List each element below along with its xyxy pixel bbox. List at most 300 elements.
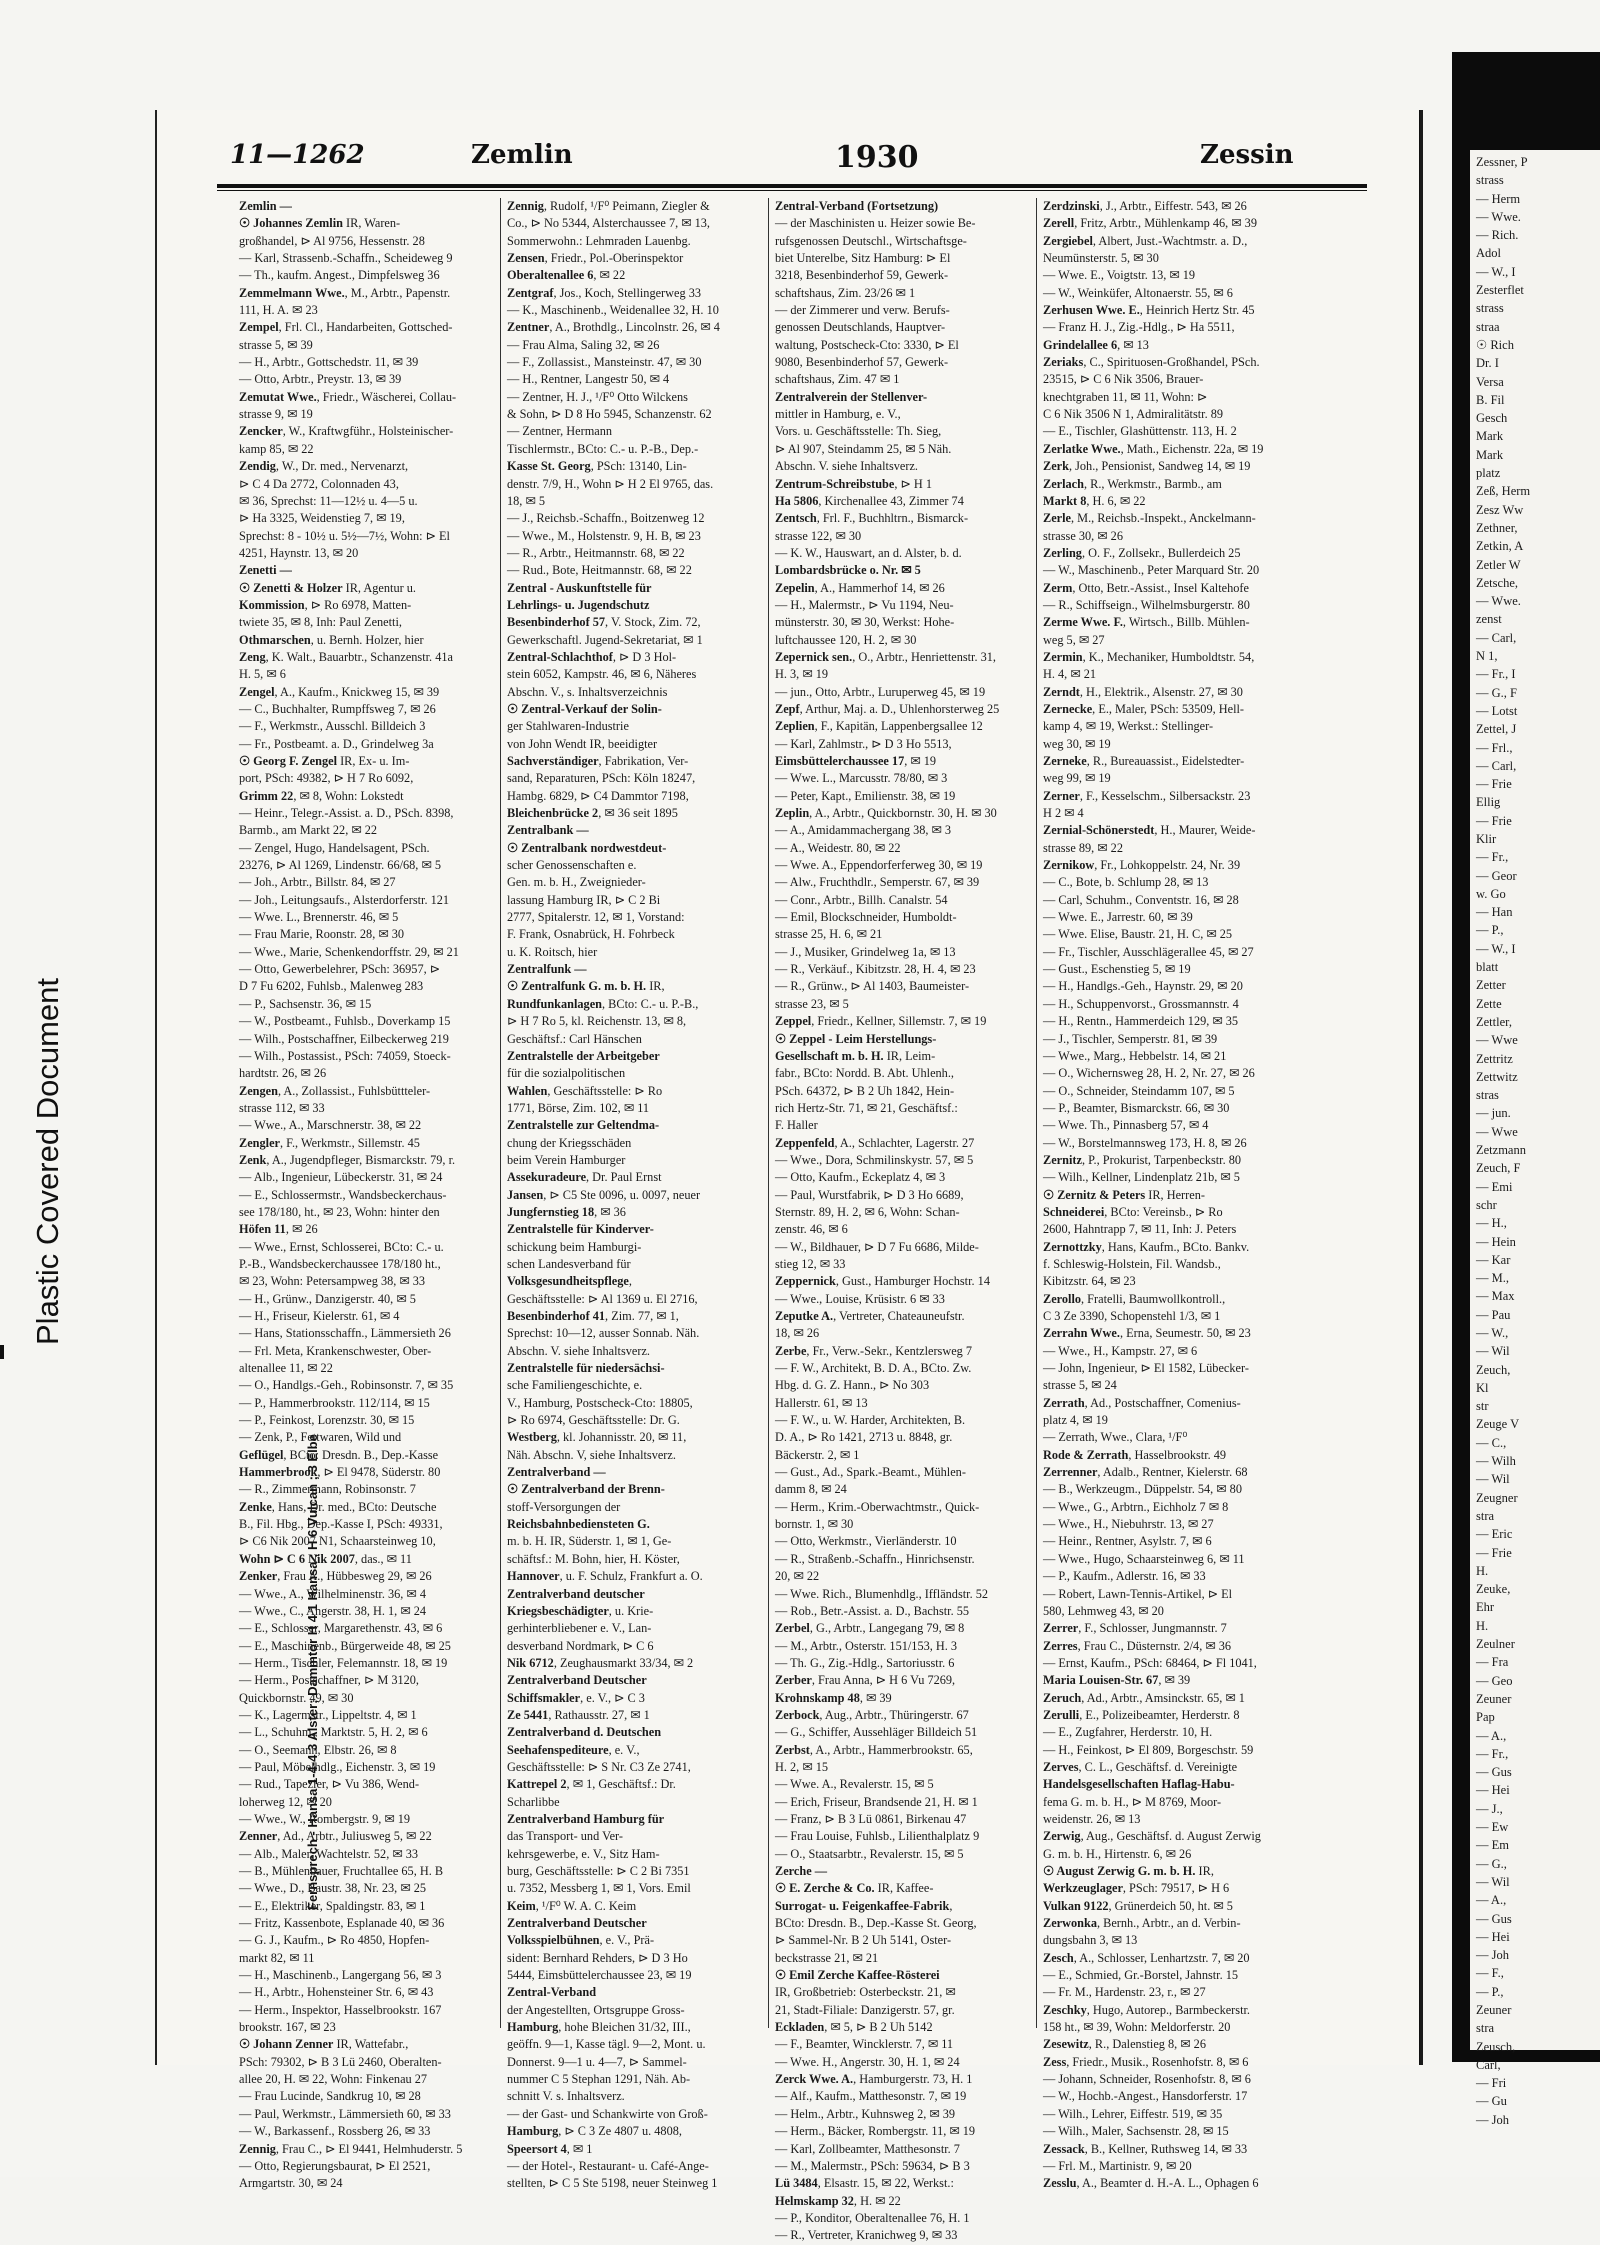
directory-entry-line: Helmskamp 32, H. ✉ 22 bbox=[775, 2193, 901, 2208]
directory-entry-line: Geschäftsstelle: ⊳ Al 1369 u. El 2716, bbox=[507, 1291, 698, 1306]
directory-entry-line: — K., Lagermstr., Lippeltstr. 4, ✉ 1 bbox=[239, 1707, 417, 1722]
directory-entry-line: — O., Handlgs.-Geh., Robinsonstr. 7, ✉ 35 bbox=[239, 1378, 454, 1393]
directory-entry-line: — Wwe., W., Rombergstr. 9, ✉ 19 bbox=[239, 1811, 411, 1826]
directory-entry-line: strasse 89, ✉ 22 bbox=[1043, 840, 1123, 855]
directory-entry-line: Abschn. V. siehe Inhaltsverz. bbox=[775, 459, 918, 474]
directory-entry-line: Geschäftsstelle: ⊳ S Nr. C3 Ze 2741, bbox=[507, 1759, 691, 1774]
directory-entry-line: Zentralbank — bbox=[507, 823, 589, 838]
directory-entry-line: — Paul, Wurstfabrik, ⊳ D 3 Ho 6689, bbox=[775, 1187, 964, 1202]
directory-entry-line: von John Wendt IR, beeidigter bbox=[507, 736, 658, 751]
page-header bbox=[230, 140, 1330, 180]
directory-entry-line: weg 5, ✉ 27 bbox=[1043, 632, 1105, 647]
directory-entry-line: Zerrer, F., Schlosser, Jungmannstr. 7 bbox=[1043, 1621, 1227, 1636]
adjacent-page-line: — Gus bbox=[1476, 1911, 1512, 1926]
adjacent-page-line: — Wilh bbox=[1476, 1454, 1516, 1469]
directory-entry-line: — P., Hammerbrookstr. 112/114, ✉ 15 bbox=[239, 1395, 430, 1410]
directory-entry-line: — Wwe., H., Kampstr. 27, ✉ 6 bbox=[1043, 1343, 1198, 1358]
directory-entry-line: stellten, ⊳ C 5 Ste 5198, neuer Steinweg 1 bbox=[507, 2176, 718, 2191]
directory-entry-line: Zempel, Frl. Cl., Handarbeiten, Gottsched- bbox=[239, 320, 453, 335]
directory-entry-line: — H., Grünw., Danzigerstr. 40, ✉ 5 bbox=[239, 1291, 416, 1306]
directory-entry-line: — Wwe., A., Wilhelminenstr. 36, ✉ 4 bbox=[239, 1586, 426, 1601]
directory-entry-line: — P., Beamter, Bismarckstr. 66, ✉ 30 bbox=[1043, 1100, 1230, 1115]
directory-entry-line: strasse 30, ✉ 26 bbox=[1043, 528, 1123, 543]
directory-entry-line: ⊳ Al 907, Steindamm 25, ✉ 5 Näh. bbox=[775, 441, 952, 456]
directory-entry-line: Ze 5441, Rathausstr. 27, ✉ 1 bbox=[507, 1707, 650, 1722]
directory-entry-line: zenstr. 46, ✉ 6 bbox=[775, 1222, 848, 1237]
directory-entry-line: Co., ⊳ No 5344, Alsterchaussee 7, ✉ 13, bbox=[507, 216, 710, 231]
directory-entry-line: C 3 Ze 3390, Schopenstehl 1/3, ✉ 1 bbox=[1043, 1309, 1221, 1323]
adjacent-page-line: — Hein bbox=[1476, 1234, 1516, 1249]
header-first-entry: Zemlin bbox=[471, 140, 573, 170]
directory-entry-line: Keim, ¹/F⁰ W. A. C. Keim bbox=[507, 1898, 637, 1913]
directory-entry-line: P.-B., Wandsbeckerchaussee 178/180 ht., bbox=[239, 1256, 441, 1271]
directory-entry-line: Zennig, Rudolf, ¹/F⁰ Peimann, Ziegler & bbox=[507, 199, 710, 213]
directory-entry-line: Zerulli, E., Polizeibeamter, Herderstr. 8 bbox=[1043, 1707, 1240, 1722]
directory-entry-line: strasse 9, ✉ 19 bbox=[239, 407, 313, 422]
directory-entry-line: Zentralverband d. Deutschen bbox=[507, 1725, 662, 1740]
directory-entry-line: Zentsch, Frl. F., Buchhltrn., Bismarck- bbox=[775, 511, 969, 526]
directory-entry-line: damm 8, ✉ 24 bbox=[775, 1482, 847, 1497]
directory-entry-line: — F., Werkmstr., Ausschl. Billdeich 3 bbox=[239, 719, 426, 734]
directory-entry-line: — R., Vertreter, Kranichweg 9, ✉ 33 bbox=[775, 2228, 958, 2243]
adjacent-page-line: Zethner, bbox=[1476, 520, 1518, 535]
adjacent-page-line: — Wil bbox=[1476, 1874, 1510, 1889]
directory-entry-line: — R., Grünw., ⊳ Al 1403, Baumeister- bbox=[775, 979, 970, 994]
directory-entry-line: Grimm 22, ✉ 8, Wohn: Lokstedt bbox=[239, 788, 404, 803]
directory-entry-line: — E., Schlosser, Margarethenstr. 43, ✉ 6 bbox=[239, 1621, 443, 1636]
directory-entry-line: — Wwe. Rich., Blumenhdlg., Iffländstr. 52 bbox=[775, 1586, 989, 1601]
adjacent-page-line: Zeuge V bbox=[1476, 1417, 1520, 1432]
directory-entry-line: — Fr., Postbeamt. a. D., Grindelweg 3a bbox=[239, 736, 434, 751]
directory-entry-line: — Karl, Zahlmstr., ⊳ D 3 Ho 5513, bbox=[775, 736, 952, 751]
directory-entry-line: Kasse St. Georg, PSch: 13140, Lin- bbox=[507, 459, 687, 474]
directory-entry-line: — Wwe., Marie, Schenkendorffstr. 29, ✉ 21 bbox=[239, 944, 459, 959]
directory-entry-line: Zerme Wwe. F., Wirtsch., Billb. Mühlen- bbox=[1043, 615, 1250, 630]
adjacent-page-line: Gesch bbox=[1476, 411, 1508, 426]
directory-entry-line: — Zengel, Hugo, Handelsagent, PSch. bbox=[239, 840, 430, 855]
directory-entry-line: Lü 3484, Elsastr. 15, ✉ 22, Werkst.: bbox=[775, 2176, 954, 2191]
directory-entry-line: — Herm., Inspektor, Hasselbrookstr. 167 bbox=[239, 2002, 442, 2017]
directory-entry-line: — Robert, Lawn-Tennis-Artikel, ⊳ El bbox=[1043, 1586, 1233, 1601]
directory-entry-line: — Joh., Leitungsaufs., Alsterdorferstr. 121 bbox=[239, 892, 450, 907]
directory-entry-line: — der Zimmerer und verw. Berufs- bbox=[775, 303, 950, 318]
directory-entry-line: — H., Arbtr., Gottschedstr. 11, ✉ 39 bbox=[239, 355, 419, 370]
adjacent-page-line: H. bbox=[1476, 1563, 1489, 1578]
side-advertisement-text: Fernsprech - Hansa 1-4-4 3 Alster; Dammtor H 4 1 Hansa ; H 6 Vulcan ; 3 Elbe bbox=[305, 1434, 320, 1910]
directory-entry-line: — Wwe. Elise, Baustr. 21, H. C, ✉ 25 bbox=[1043, 927, 1233, 942]
directory-entry-line: — Wwe., A., Marschnerstr. 38, ✉ 22 bbox=[239, 1118, 422, 1133]
directory-entry-line: Zerm, Otto, Betr.-Assist., Insel Kaltehofe bbox=[1043, 580, 1249, 595]
column-divider bbox=[500, 198, 501, 2028]
directory-entry-line: Armgartstr. 30, ✉ 24 bbox=[239, 2176, 343, 2191]
directory-entry-line: Lombardsbrücke o. Nr. ✉ 5 bbox=[775, 563, 921, 578]
directory-entry-line: Geflügel, BCto: Dresdn. B., Dep.-Kasse bbox=[239, 1447, 439, 1462]
directory-entry-line: Vulkan 9122, Grünerdeich 50, ht. ✉ 5 bbox=[1043, 1898, 1233, 1913]
directory-entry-line: Neumünsterstr. 5, ✉ 30 bbox=[1043, 251, 1159, 266]
directory-entry-line: — P., Feinkost, Lorenzstr. 30, ✉ 15 bbox=[239, 1413, 415, 1428]
directory-entry-line: Zenke, Hans, Dr. med., BCto: Deutsche bbox=[239, 1499, 437, 1514]
directory-entry-line: 18, ✉ 5 bbox=[507, 493, 545, 508]
directory-entry-line: Wohn ⊳ C 6 Nik 2007, das., ✉ 11 bbox=[239, 1551, 412, 1566]
directory-entry-line: — B., Mühlenbauer, Fruchtallee 65, H. B bbox=[239, 1864, 444, 1878]
directory-entry-line: Zernitz, P., Prokurist, Tarpenbeckstr. 80 bbox=[1043, 1152, 1242, 1167]
directory-entry-line: Tischlermstr., BCto: C.- u. P.-B., Dep.- bbox=[507, 441, 699, 456]
directory-entry-line: Markt 8, H. 6, ✉ 22 bbox=[1043, 493, 1146, 508]
directory-entry-line: Zentralverband deutscher bbox=[507, 1586, 645, 1601]
directory-entry-line: Besenbinderhof 41, Zim. 77, ✉ 1, bbox=[507, 1309, 679, 1323]
directory-entry-line: u. K. Roitsch, hier bbox=[507, 944, 598, 959]
directory-entry-line: gerhinterbliebener e. V., Lan- bbox=[507, 1621, 652, 1636]
adjacent-page-line: — Hei bbox=[1476, 1929, 1510, 1944]
directory-entry-line: — Alb., Ingenieur, Lübeckerstr. 31, ✉ 24 bbox=[239, 1170, 443, 1185]
directory-entry-line: — Paul, Werkmstr., Lämmersieth 60, ✉ 33 bbox=[239, 2106, 451, 2121]
directory-entry-line: Eckladen, ✉ 5, ⊳ B 2 Uh 5142 bbox=[775, 2020, 933, 2035]
directory-entry-line: Zentralverein der Stellenver- bbox=[775, 389, 928, 404]
directory-entry-line: ger Stahlwaren-Industrie bbox=[507, 719, 629, 734]
directory-entry-line: C 6 Nik 3506 N 1, Admiralitätstr. 89 bbox=[1043, 407, 1224, 422]
adjacent-page-line: — Fr., bbox=[1476, 1746, 1509, 1761]
directory-entry-line: — Zerrath, Wwe., Clara, ¹/F⁰ bbox=[1043, 1430, 1188, 1445]
directory-entry-line: ☉ Zentralverband der Brenn- bbox=[507, 1482, 665, 1497]
adjacent-page-line: — Fr., I bbox=[1476, 667, 1516, 682]
adjacent-page-text bbox=[1470, 150, 1600, 2129]
adjacent-page-line: platz bbox=[1476, 466, 1501, 481]
directory-entry-line: Zerneke, R., Bureauassist., Eidelstedter- bbox=[1043, 754, 1245, 768]
directory-entry-line: — Wilh., Lehrer, Eiffestr. 519, ✉ 35 bbox=[1043, 2106, 1223, 2121]
directory-entry-line: — Hans, Stationsschaffn., Lämmersieth 26 bbox=[239, 1326, 451, 1341]
directory-entry-line: Zentralfunk — bbox=[507, 962, 587, 977]
directory-entry-line: — Rud., Bote, Heitmannstr. 68, ✉ 22 bbox=[507, 563, 692, 578]
page-number: 11—1262 bbox=[230, 140, 365, 170]
directory-entry-line: beim Verein Hamburger bbox=[507, 1152, 626, 1167]
adjacent-page-line: — Wil bbox=[1476, 1472, 1510, 1487]
directory-entry-line: Zeng, K. Walt., Bauarbtr., Schanzenstr. 41a bbox=[239, 649, 453, 664]
directory-entry-line: — Wwe. L., Brennerstr. 46, ✉ 5 bbox=[239, 910, 399, 925]
adjacent-page-line: Zetzmann bbox=[1476, 1143, 1526, 1158]
adjacent-page-line: blatt bbox=[1476, 960, 1499, 975]
adjacent-page-line: strass bbox=[1476, 301, 1504, 316]
directory-entry-line: Surrogat- u. Feigenkaffee-Fabrik, bbox=[775, 1898, 953, 1913]
directory-entry-line: twiete 35, ✉ 8, Inh: Paul Zenetti, bbox=[239, 615, 402, 630]
directory-entry-line: Rundfunkanlagen, BCto: C.- u. P.-B., bbox=[507, 996, 699, 1011]
adjacent-page-line: Kl bbox=[1476, 1380, 1489, 1395]
directory-entry-line: Schiffsmakler, e. V., ⊳ C 3 bbox=[507, 1690, 645, 1705]
directory-entry-line: Hamburg, hohe Bleichen 31/32, III., bbox=[507, 2020, 691, 2035]
directory-entry-line: & Sohn, ⊳ D 8 Ho 5945, Schanzenstr. 62 bbox=[507, 407, 712, 422]
directory-entry-line: — L., Schuhm., Marktstr. 5, H. 2, ✉ 6 bbox=[239, 1725, 428, 1740]
directory-entry-line: — jun., Otto, Arbtr., Luruperweg 45, ✉ 19 bbox=[775, 684, 986, 699]
directory-entry-line: 4251, Haynstr. 13, ✉ 20 bbox=[239, 545, 359, 560]
adjacent-page-line: — Pau bbox=[1476, 1307, 1511, 1322]
directory-column-3 bbox=[775, 198, 1030, 2243]
directory-entry-line: geöffn. 9—1, Kasse tägl. 9—2, Mont. u. bbox=[507, 2037, 706, 2052]
directory-entry-line: — Wilh., Kellner, Lindenplatz 21b, ✉ 5 bbox=[1043, 1170, 1240, 1185]
directory-entry-line: H 2 ✉ 4 bbox=[1043, 806, 1084, 821]
directory-entry-line: Oberaltenallee 6, ✉ 22 bbox=[507, 268, 626, 283]
directory-entry-line: Zerbe, Fr., Verw.-Sekr., Kentzlersweg 7 bbox=[775, 1343, 973, 1358]
directory-entry-line: Zenker, Frau A., Hübbesweg 29, ✉ 26 bbox=[239, 1569, 432, 1584]
directory-entry-line: Hallerstr. 61, ✉ 13 bbox=[775, 1395, 868, 1410]
directory-entry-line: rufsgenossen Deutschl., Wirtschaftsge- bbox=[775, 233, 967, 248]
directory-entry-line: Zerves, C. L., Geschäftsf. d. Vereinigte bbox=[1043, 1759, 1238, 1774]
header-last-entry: Zessin bbox=[1200, 140, 1294, 170]
adjacent-page-line: Zetsche, bbox=[1476, 575, 1518, 590]
directory-entry-line: beckstrasse 21, ✉ 21 bbox=[775, 1950, 879, 1965]
adjacent-page-line: — Gu bbox=[1476, 2094, 1507, 2109]
directory-entry-line: — F. W., u. W. Harder, Architekten, B. bbox=[775, 1413, 966, 1428]
directory-entry-line: schaftshaus, Zim. 47 ✉ 1 bbox=[775, 372, 900, 387]
directory-entry-line: Zennig, Frau C., ⊳ El 9441, Helmhuderstr. 5 bbox=[239, 2141, 463, 2156]
directory-entry-line: Zerell, Fritz, Arbtr., Mühlenkamp 46, ✉ 39 bbox=[1043, 216, 1257, 231]
directory-entry-line: — Zentner, Hermann bbox=[507, 424, 613, 439]
adjacent-page-line: — Geo bbox=[1476, 1673, 1513, 1688]
directory-entry-line: — C., Buchhalter, Rumpffsweg 7, ✉ 26 bbox=[239, 701, 436, 716]
directory-entry-line: — F., Beamter, Wincklerstr. 7, ✉ 11 bbox=[775, 2037, 954, 2052]
directory-entry-line: chung der Kriegsschäden bbox=[507, 1135, 632, 1150]
directory-entry-line: H. 3, ✉ 19 bbox=[775, 667, 829, 682]
adjacent-page-line: — Fri bbox=[1476, 2076, 1507, 2091]
adjacent-page-line: stra bbox=[1476, 1508, 1495, 1523]
directory-entry-line: Zerbel, G., Arbtr., Langegang 79, ✉ 8 bbox=[775, 1621, 965, 1636]
directory-entry-line: — Wwe., Hugo, Schaarsteinweg 6, ✉ 11 bbox=[1043, 1551, 1245, 1566]
directory-entry-line: Assekuradeure, Dr. Paul Ernst bbox=[507, 1170, 662, 1185]
adjacent-page-line: — Han bbox=[1476, 905, 1513, 920]
directory-entry-line: — Frl. M., Martinistr. 9, ✉ 20 bbox=[1043, 2158, 1192, 2173]
adjacent-page-line: Zetkin, A bbox=[1476, 539, 1524, 554]
directory-entry-line: — Zenk, P., Fettwaren, Wild und bbox=[239, 1430, 402, 1445]
adjacent-page-line: H. bbox=[1476, 1618, 1489, 1633]
directory-entry-line: Zerner, F., Kesselschm., Silbersackstr. 23 bbox=[1043, 788, 1251, 803]
directory-entry-line: Kommission, ⊳ Ro 6978, Matten- bbox=[239, 597, 412, 612]
adjacent-page-line: Zeß, Herm bbox=[1476, 484, 1531, 499]
directory-entry-line: Volksspielbühnen, e. V., Prä- bbox=[507, 1933, 655, 1948]
directory-entry-line: Jungfernstieg 18, ✉ 36 bbox=[507, 1204, 626, 1219]
directory-entry-line: f. Schleswig-Holstein, Fil. Wandsb., bbox=[1043, 1256, 1221, 1271]
directory-entry-line: Zerwonka, Bernh., Arbtr., an d. Verbin- bbox=[1043, 1916, 1241, 1931]
adjacent-page-line: Zeulner bbox=[1476, 1637, 1515, 1652]
directory-entry-line: der Angestellten, Ortsgruppe Gross- bbox=[507, 2002, 685, 2017]
directory-entry-line: stein 6052, Kampstr. 46, ✉ 6, Näheres bbox=[507, 667, 697, 682]
directory-entry-line: — J., Reichsb.-Schaffn., Boitzenweg 12 bbox=[507, 511, 705, 526]
directory-entry-line: Hambg. 6829, ⊳ C4 Dammtor 7198, bbox=[507, 788, 689, 803]
directory-entry-line: — Zentner, H. J., ¹/F⁰ Otto Wilckens bbox=[507, 389, 688, 404]
directory-entry-line: strasse 23, ✉ 5 bbox=[775, 996, 849, 1011]
directory-entry-line: knechtgraben 11, ✉ 11, Wohn: ⊳ bbox=[1043, 389, 1208, 404]
directory-entry-line: — H., Maschinenb., Langergang 56, ✉ 3 bbox=[239, 1968, 442, 1983]
directory-entry-line: weg 99, ✉ 19 bbox=[1043, 771, 1111, 786]
directory-column-1 bbox=[239, 198, 494, 2191]
adjacent-page-line: Ellig bbox=[1476, 795, 1501, 810]
directory-entry-line: weidenstr. 26, ✉ 13 bbox=[1043, 1811, 1141, 1826]
adjacent-page-line: — jun. bbox=[1476, 1106, 1511, 1121]
directory-entry-line: Sprechst: 10—12, ausser Sonnab. Näh. bbox=[507, 1326, 700, 1341]
directory-entry-line: — K. W., Hauswart, an d. Alster, b. d. bbox=[775, 545, 962, 560]
directory-entry-line: Zessack, B., Kellner, Ruthsweg 14, ✉ 33 bbox=[1043, 2141, 1248, 2156]
directory-entry-line: — F., Zollassist., Mansteinstr. 47, ✉ 30 bbox=[507, 355, 702, 370]
directory-entry-line: — Gust., Ad., Spark.-Beamt., Mühlen- bbox=[775, 1465, 966, 1480]
adjacent-page-line: — Wwe bbox=[1476, 1124, 1518, 1139]
directory-entry-line: Zesslu, A., Beamter d. H.-A. L., Ophagen 6 bbox=[1043, 2176, 1259, 2191]
directory-entry-line: markt 82, ✉ 11 bbox=[239, 1950, 315, 1965]
directory-entry-line: kamp 85, ✉ 22 bbox=[239, 441, 314, 456]
adjacent-page-line: Adol bbox=[1476, 246, 1501, 261]
adjacent-page-line: — Rich. bbox=[1476, 228, 1519, 243]
directory-entry-line: Zentgraf, Jos., Koch, Stellingerweg 33 bbox=[507, 285, 701, 300]
adjacent-page-line: — Carl, bbox=[1476, 630, 1517, 645]
adjacent-page-line: Zette bbox=[1476, 996, 1502, 1011]
adjacent-page-line: — A., bbox=[1476, 1893, 1507, 1908]
adjacent-page-line: — G., bbox=[1476, 1856, 1507, 1871]
adjacent-page-line: — Ew bbox=[1476, 1820, 1509, 1835]
directory-entry-line: — Rud., Tapezier, ⊳ Vu 386, Wend- bbox=[239, 1777, 420, 1792]
directory-entry-line: Zepf, Arthur, Maj. a. D., Uhlenhorsterweg 25 bbox=[775, 701, 1000, 716]
directory-entry-line: — Johann, Schneider, Rosenhofstr. 8, ✉ 6 bbox=[1043, 2072, 1251, 2087]
directory-entry-line: — E., Tischler, Glashüttenstr. 113, H. 2 bbox=[1043, 424, 1237, 439]
adjacent-page-line: — Emi bbox=[1476, 1179, 1513, 1194]
directory-entry-line: D. A., ⊳ Ro 1421, 2713 u. 8848, gr. bbox=[775, 1430, 953, 1445]
adjacent-page-line: Pap bbox=[1476, 1710, 1495, 1725]
directory-entry-line: — H., Arbtr., Hohensteiner Str. 6, ✉ 43 bbox=[239, 1985, 434, 2000]
directory-entry-line: — F. W., Architekt, B. D. A., BCto. Zw. bbox=[775, 1361, 972, 1376]
adjacent-page-line: N 1, bbox=[1476, 649, 1498, 664]
directory-entry-line: — Fr. M., Hardenstr. 23, r., ✉ 27 bbox=[1043, 1985, 1206, 2000]
directory-entry-line: Zentralverband Deutscher bbox=[507, 1916, 647, 1931]
cover-note-text: Plastic Covered Document bbox=[30, 978, 65, 1345]
directory-entry-line: Werkzeuglager, PSch: 79517, ⊳ H 6 bbox=[1043, 1881, 1230, 1896]
adjacent-page-line: — Frie bbox=[1476, 777, 1512, 792]
directory-entry-line: Zentral - Auskunftstelle für bbox=[507, 580, 652, 595]
directory-entry-line: — O., Staatsarbtr., Revalerstr. 15, ✉ 5 bbox=[775, 1846, 964, 1861]
directory-entry-line: ⊳ C6 Nik 2007 N1, Schaarsteinweg 10, bbox=[239, 1534, 436, 1549]
directory-entry-line: Zerwig, Aug., Geschäftsf. d. August Zerwig bbox=[1043, 1829, 1261, 1844]
directory-entry-line: Scharlibbe bbox=[507, 1794, 560, 1809]
directory-entry-line: Zerck Wwe. A., Hamburgerstr. 73, H. 1 bbox=[775, 2072, 973, 2087]
adjacent-page-line: ☉ Rich bbox=[1476, 337, 1514, 352]
directory-entry-line: brookstr. 167, ✉ 23 bbox=[239, 2020, 336, 2035]
directory-entry-line: 580, Lehmweg 43, ✉ 20 bbox=[1043, 1603, 1164, 1618]
adjacent-page-line: — W., I bbox=[1476, 264, 1516, 279]
directory-entry-line: ✉ 36, Sprechst: 11—12½ u. 4—5 u. bbox=[239, 493, 418, 508]
directory-entry-line: Zesch, A., Schlosser, Lenhartzstr. 7, ✉ 20 bbox=[1043, 1950, 1250, 1965]
directory-entry-line: — Franz H. J., Zig.-Hdlg., ⊳ Ha 5511, bbox=[1043, 320, 1235, 335]
directory-entry-line: — Th., kaufm. Angest., Dimpfelsweg 36 bbox=[239, 268, 440, 283]
directory-entry-line: — R., Straßenb.-Schaffn., Hinrichsenstr. bbox=[775, 1551, 975, 1566]
directory-entry-line: — Heinr., Rentner, Asylstr. 7, ✉ 6 bbox=[1043, 1534, 1212, 1549]
directory-entry-line: — W., Maschinenb., Peter Marquard Str. 20 bbox=[1043, 563, 1260, 578]
directory-entry-line: Nik 6712, Zeughausmarkt 33/34, ✉ 2 bbox=[507, 1655, 694, 1670]
adjacent-page-line: stra bbox=[1476, 2021, 1495, 2036]
directory-entry-line: F. Haller bbox=[775, 1118, 818, 1133]
directory-entry-line: kehrsgewerbe, e. V., Sitz Ham- bbox=[507, 1846, 660, 1861]
directory-entry-line: — Wwe., Dora, Schmilinskystr. 57, ✉ 5 bbox=[775, 1152, 974, 1167]
directory-entry-line: ☉ Emil Zerche Kaffee-Rösterei bbox=[775, 1968, 940, 1983]
directory-entry-line: strasse 5, ✉ 39 bbox=[239, 337, 313, 352]
directory-entry-line: — Wilh., Maler, Sachsenstr. 28, ✉ 15 bbox=[1043, 2124, 1229, 2139]
directory-entry-line: ☉ Zeppel - Leim Herstellungs- bbox=[775, 1031, 937, 1046]
directory-entry-line: — Otto, Kaufm., Eckeplatz 4, ✉ 3 bbox=[775, 1170, 946, 1185]
directory-entry-line: 158 ht., ✉ 39, Wohn: Meldorferstr. 20 bbox=[1043, 2020, 1231, 2035]
directory-entry-line: — R., Verkäuf., Kibitzstr. 28, H. 4, ✉ 23 bbox=[775, 962, 976, 977]
directory-entry-line: Zerling, O. F., Zollsekr., Bullerdeich 25 bbox=[1043, 545, 1241, 560]
directory-entry-line: ☉ August Zerwig G. m. b. H. IR, bbox=[1043, 1864, 1214, 1878]
adjacent-page-line: — W., bbox=[1476, 1326, 1509, 1340]
directory-entry-line: münsterstr. 30, ✉ 30, Werkst: Hohe- bbox=[775, 615, 955, 630]
directory-entry-line: für die sozialpolitischen bbox=[507, 1066, 626, 1081]
directory-entry-line: ✉ 23, Wohn: Petersampweg 38, ✉ 33 bbox=[239, 1274, 426, 1289]
adjacent-page-line: — Wil bbox=[1476, 1344, 1510, 1359]
header-rule bbox=[217, 184, 1367, 188]
directory-entry-line: V., Hamburg, Postscheck-Cto: 18805, bbox=[507, 1395, 693, 1410]
directory-entry-line: — E., Maschinenb., Bürgerweide 48, ✉ 25 bbox=[239, 1638, 451, 1653]
adjacent-page-line: Zessner, P bbox=[1476, 155, 1528, 169]
directory-entry-line: — W., Postbeamt., Fuhlsb., Doverkamp 15 bbox=[239, 1014, 451, 1029]
directory-entry-line: — Conr., Arbtr., Billh. Canalstr. 54 bbox=[775, 892, 948, 907]
directory-entry-line: Sommerwohn.: Lehmraden Lauenbg. bbox=[507, 233, 691, 248]
directory-entry-line: Zess, Friedr., Musik., Rosenhofstr. 8, ✉ 6 bbox=[1043, 2054, 1249, 2069]
directory-entry-line: Lehrlings- u. Jugendschutz bbox=[507, 597, 650, 612]
directory-entry-line: Barmb., am Markt 22, ✉ 22 bbox=[239, 823, 378, 838]
directory-entry-line: rich Hertz-Str. 71, ✉ 21, Geschäftsf.: bbox=[775, 1100, 958, 1115]
directory-entry-line: Zepernick sen., O., Arbtr., Henriettenstr. 31, bbox=[775, 649, 996, 664]
directory-entry-line: G. m. b. H., Hirtenstr. 6, ✉ 26 bbox=[1043, 1846, 1192, 1861]
directory-entry-line: — P., Sachsenstr. 36, ✉ 15 bbox=[239, 996, 372, 1011]
directory-entry-line: — Otto, Gewerbelehrer, PSch: 36957, ⊳ bbox=[239, 962, 441, 977]
directory-entry-line: Geschäftsf.: Carl Hänschen bbox=[507, 1031, 642, 1046]
directory-entry-line: Zentralverband Hamburg für bbox=[507, 1811, 665, 1826]
directory-entry-line: — Frau Louise, Fuhlsb., Lilienthalplatz 9 bbox=[775, 1829, 980, 1844]
adjacent-page-line: Zeuner bbox=[1476, 1691, 1512, 1706]
adjacent-page-line: Zetler W bbox=[1476, 557, 1521, 572]
directory-entry-line: F. Frank, Osnabrück, H. Fohrbeck bbox=[507, 927, 675, 942]
directory-entry-line: allee 20, H. ✉ 22, Wohn: Finkenau 27 bbox=[239, 2072, 428, 2087]
directory-entry-line: — Wwe., G., Arbtrn., Eichholz 7 ✉ 8 bbox=[1043, 1499, 1229, 1514]
adjacent-page-line: — J., bbox=[1476, 1801, 1503, 1816]
adjacent-page-line: str bbox=[1476, 1399, 1489, 1414]
directory-entry-line: — H., Handlgs.-Geh., Haynstr. 29, ✉ 20 bbox=[1043, 979, 1243, 994]
directory-entry-line: — Erich, Friseur, Brandsende 21, H. ✉ 1 bbox=[775, 1794, 978, 1809]
directory-entry-line: Kibitzstr. 64, ✉ 23 bbox=[1043, 1274, 1136, 1289]
adjacent-page-line: Klir bbox=[1476, 831, 1497, 846]
directory-entry-line: Zerle, M., Reichsb.-Inspekt., Anckelmann- bbox=[1043, 511, 1256, 526]
adjacent-page-line: Zesterflet bbox=[1476, 283, 1524, 298]
directory-entry-line: das Transport- und Ver- bbox=[507, 1829, 624, 1844]
adjacent-page-line: — Joh bbox=[1476, 1948, 1509, 1963]
directory-entry-line: Zendig, W., Dr. med., Nervenarzt, bbox=[239, 459, 409, 474]
adjacent-page-line: — Gus bbox=[1476, 1765, 1512, 1780]
directory-entry-line: Zerdzinski, J., Arbtr., Eiffestr. 543, ✉ 26 bbox=[1043, 199, 1247, 213]
directory-entry-line: Zeruch, Ad., Arbtr., Amsinckstr. 65, ✉ 1 bbox=[1043, 1690, 1245, 1705]
adjacent-page-line: — Frie bbox=[1476, 1545, 1512, 1560]
directory-entry-line: Zerrenner, Adalb., Rentner, Kielerstr. 68 bbox=[1043, 1465, 1248, 1480]
directory-entry-line: — Heinr., Telegr.-Assist. a. D., PSch. 8398, bbox=[239, 806, 454, 821]
adjacent-page-line: — Carl, bbox=[1476, 758, 1517, 773]
directory-entry-line: H. 4, ✉ 21 bbox=[1043, 667, 1097, 682]
directory-entry-line: Kriegsbeschädigter, u. Krie- bbox=[507, 1603, 654, 1618]
directory-entry-line: Grindelallee 6, ✉ 13 bbox=[1043, 337, 1149, 352]
directory-entry-line: — Frau Marie, Roonstr. 28, ✉ 30 bbox=[239, 927, 405, 942]
directory-entry-line: schen Landesverband für bbox=[507, 1256, 631, 1271]
directory-entry-line: Volksgesundheitspflege, bbox=[507, 1274, 632, 1289]
directory-entry-line: ☉ Georg F. Zengel IR, Ex- u. Im- bbox=[239, 754, 410, 768]
directory-entry-line: Zentralstelle für niedersächsi- bbox=[507, 1361, 665, 1376]
directory-entry-line: 1771, Börse, Zim. 102, ✉ 11 bbox=[507, 1100, 650, 1115]
directory-entry-line: Rode & Zerrath, Hasselbrookstr. 49 bbox=[1043, 1447, 1227, 1462]
directory-entry-line: — H., Rentn., Hammerdeich 129, ✉ 35 bbox=[1043, 1014, 1239, 1029]
directory-entry-line: — K., Maschinenb., Weidenallee 32, H. 10 bbox=[507, 303, 719, 318]
directory-entry-line: — E., Schmied, Gr.-Borstel, Jahnstr. 15 bbox=[1043, 1968, 1239, 1983]
directory-entry-line: — M., Arbtr., Osterstr. 151/153, H. 3 bbox=[775, 1638, 958, 1653]
directory-entry-line: ⊳ Sammel-Nr. B 2 Uh 5141, Oster- bbox=[775, 1933, 952, 1948]
